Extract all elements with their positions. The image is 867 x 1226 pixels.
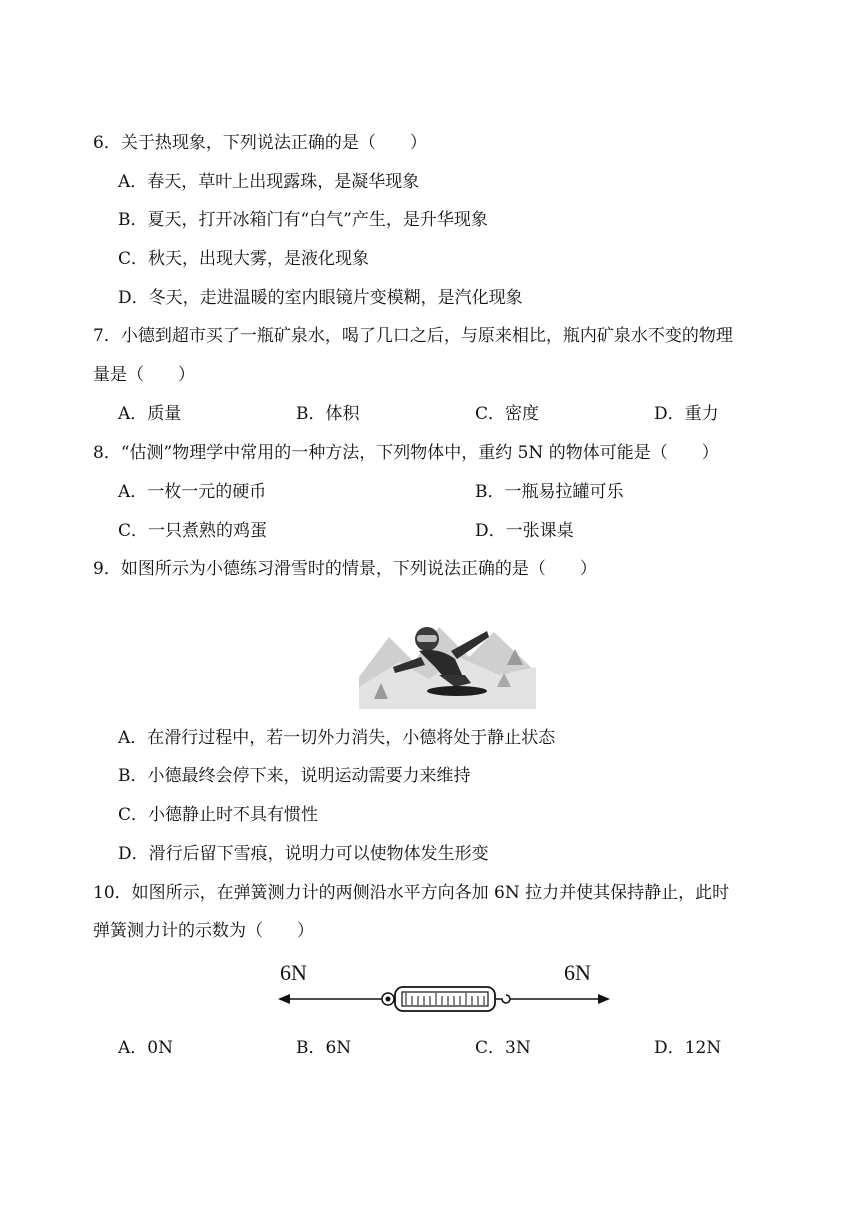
question-10-stem-line1: 10．如图所示，在弹簧测力计的两侧沿水平方向各加 6N 拉力并使其保持静止，此时: [93, 883, 730, 903]
question-10-option-d: D．12N: [654, 1038, 722, 1058]
question-10-option-c: C．3N: [475, 1038, 531, 1058]
right-arrowhead-icon: [598, 994, 610, 1004]
question-9-option-d: D．滑行后留下雪痕，说明力可以使物体发生形变: [118, 844, 489, 864]
skiing-illustration: [359, 617, 536, 709]
question-8-option-c: C．一只煮熟的鸡蛋: [118, 521, 268, 541]
question-8-option-a: A．一枚一元的硬币: [118, 482, 267, 502]
question-9-option-a: A．在滑行过程中，若一切外力消失，小德将处于静止状态: [118, 728, 556, 748]
question-7-stem-line2: 量是（ ）: [93, 365, 195, 385]
question-8-option-b: B．一瓶易拉罐可乐: [475, 482, 624, 502]
question-10-option-a: A．0N: [118, 1038, 173, 1058]
right-force-label: 6N: [564, 960, 591, 985]
question-7-option-c: C．密度: [475, 404, 540, 424]
question-7-option-b: B．体积: [296, 404, 360, 424]
question-9-option-b: B．小德最终会停下来，说明运动需要力来维持: [118, 766, 471, 786]
question-6-option-b: B．夏天，打开冰箱门有“白气”产生，是升华现象: [118, 210, 488, 230]
question-10-stem-line2: 弹簧测力计的示数为（ ）: [93, 921, 314, 941]
left-force-label: 6N: [280, 960, 307, 985]
left-arrowhead-icon: [278, 994, 290, 1004]
question-9-stem: 9．如图所示为小德练习滑雪时的情景，下列说法正确的是（ ）: [93, 559, 597, 579]
question-10-option-b: B．6N: [296, 1038, 352, 1058]
question-6-option-a: A．春天，草叶上出现露珠，是凝华现象: [118, 172, 420, 192]
question-7-option-a: A．质量: [118, 404, 182, 424]
question-7-option-d: D．重力: [654, 404, 719, 424]
question-6-option-c: C．秋天，出现大雾，是液化现象: [118, 249, 370, 269]
spring-scale-diagram: [270, 955, 620, 1017]
question-8-option-d: D．一张课桌: [475, 521, 574, 541]
question-6-stem: 6．关于热现象，下列说法正确的是（ ）: [93, 133, 427, 153]
question-8-stem: 8．“估测”物理学中常用的一种方法，下列物体中，重约 5N 的物体可能是（ ）: [93, 443, 719, 463]
question-7-stem-line1: 7．小德到超市买了一瓶矿泉水，喝了几口之后，与原来相比，瓶内矿泉水不变的物理: [93, 326, 733, 346]
question-6-option-d: D．冬天，走进温暖的室内眼镜片变模糊，是汽化现象: [118, 288, 523, 308]
question-9-option-c: C．小德静止时不具有惯性: [118, 805, 319, 825]
hook-icon: [496, 995, 510, 1003]
